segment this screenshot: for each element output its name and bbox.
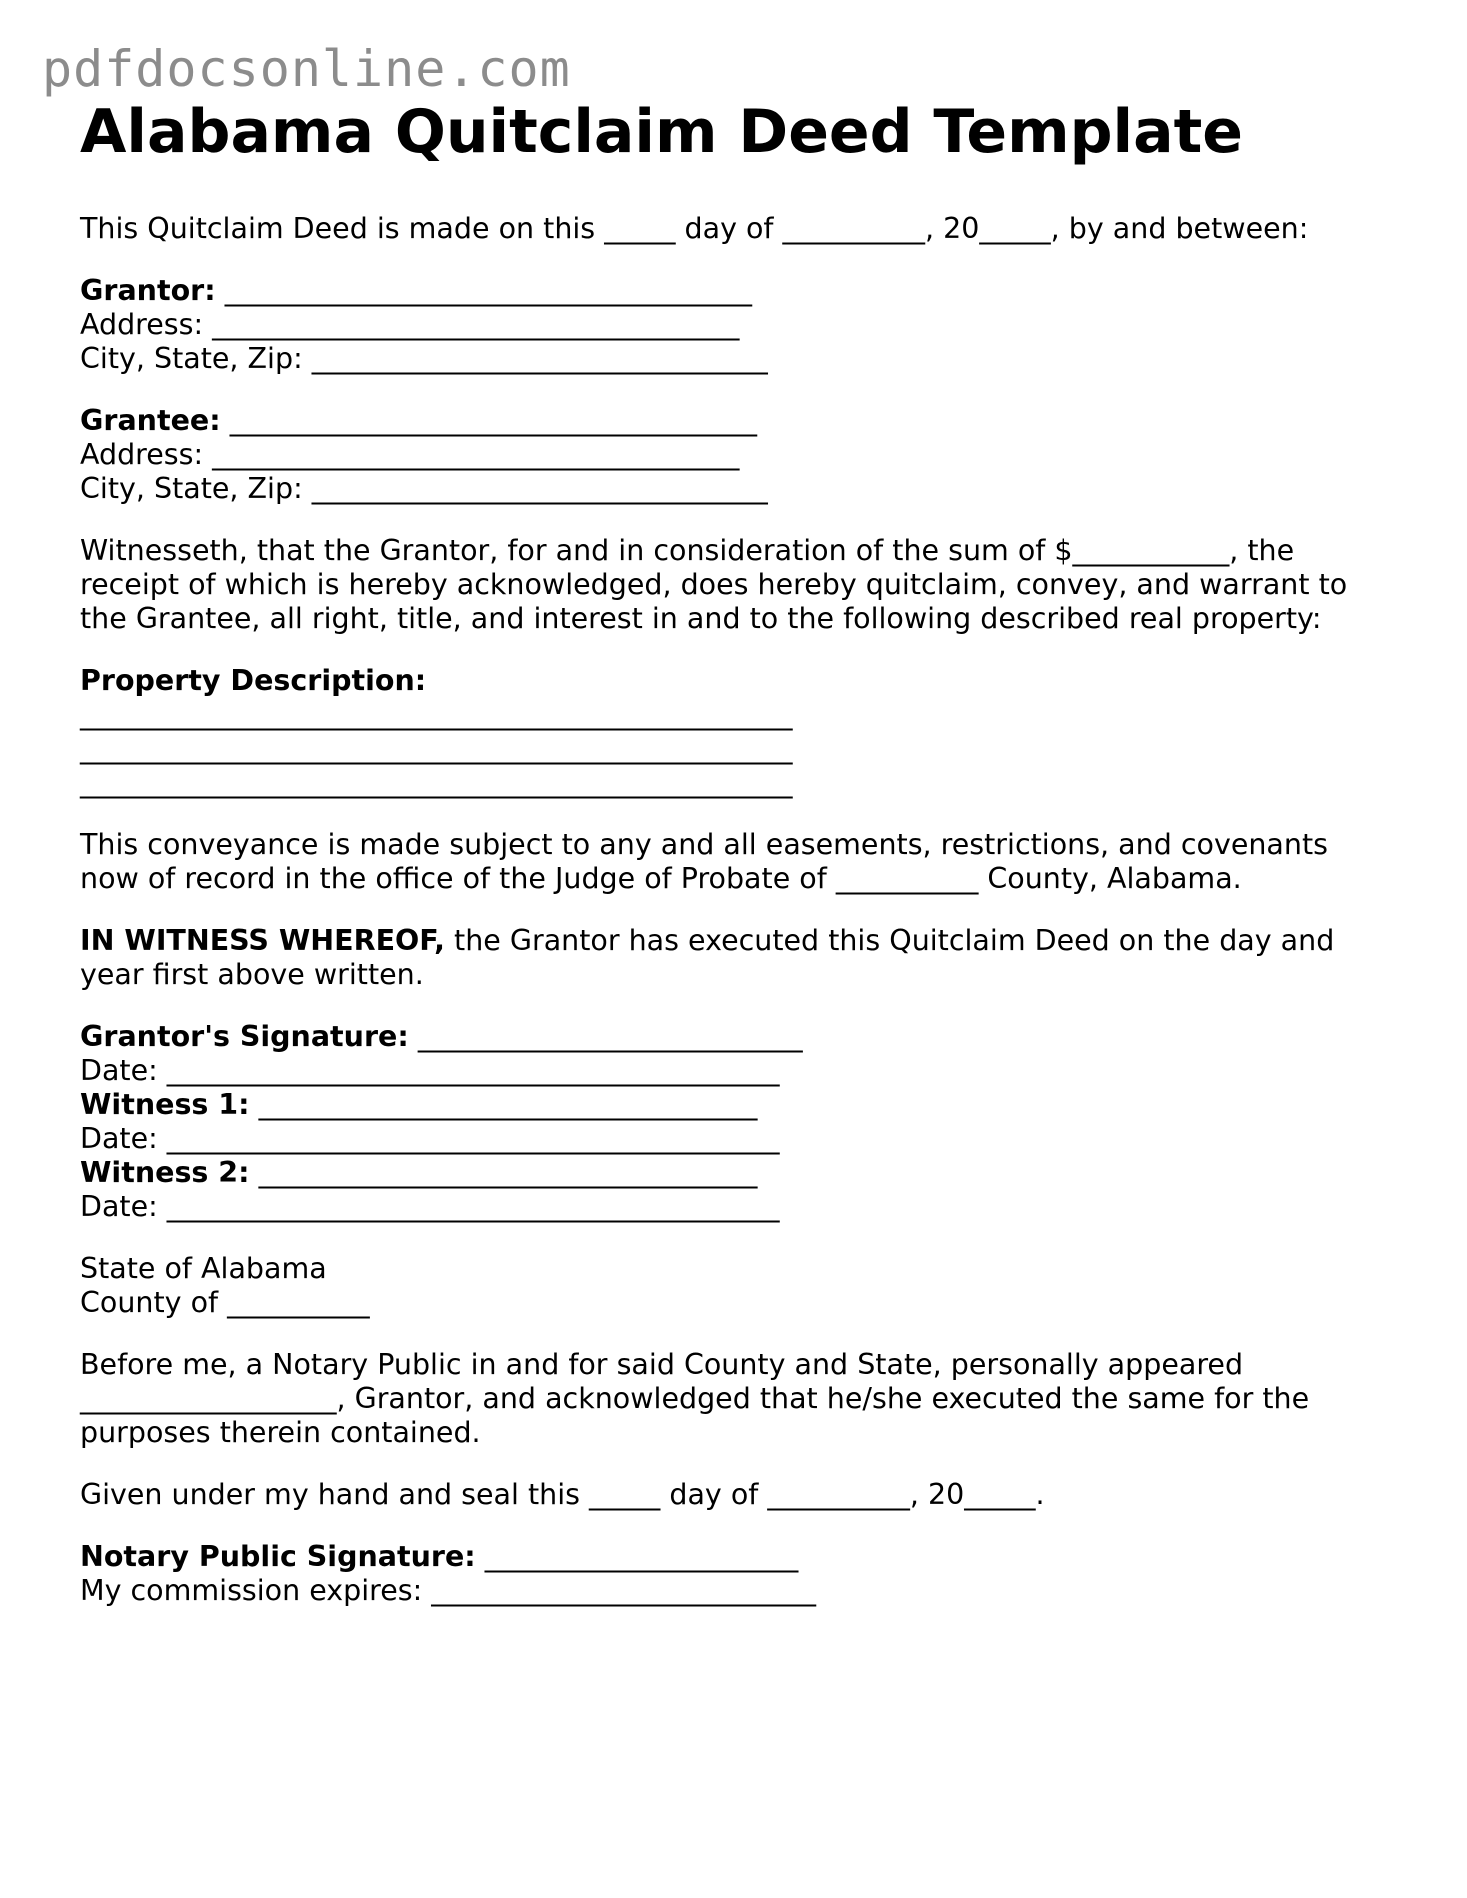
grantor-signature-line [80, 1020, 1370, 1054]
witnesseth-line: the Grantee, all right, title, and interest in and to the following described real property: [80, 602, 1322, 635]
given-line: Given under my hand and seal this _____ day of __________, 20_____. [80, 1478, 1045, 1511]
grantor-address-line: Address: _____________________________________ [80, 308, 740, 341]
notary-line: __________________, Grantor, and acknowledged that he/she executed the same for the [80, 1382, 1310, 1415]
witnesseth-paragraph [80, 534, 1370, 636]
grantor-signature-label: Grantor's Signature: [80, 1020, 409, 1053]
notary-line: Before me, a Notary Public in and for said County and State, personally appeared [80, 1348, 1244, 1381]
property-section [80, 664, 1370, 800]
date-line: Date: ___________________________________________ [80, 1190, 780, 1223]
state-line: State of Alabama [80, 1252, 327, 1285]
grantee-label: Grantee: [80, 404, 221, 437]
state-county-section [80, 1252, 1370, 1320]
witness2-blank: ___________________________________ [249, 1156, 758, 1189]
notary-line: purposes therein contained. [80, 1416, 481, 1449]
grantor-section [80, 274, 1370, 376]
grantee-name-blank: _____________________________________ [220, 404, 757, 437]
in-witness-paragraph [80, 924, 1370, 992]
in-witness-rest: the Grantor has executed this Quitclaim Deed on the day and [445, 924, 1335, 957]
grantor-name-line [80, 274, 1370, 308]
commission-line: My commission expires: ___________________________ [80, 1574, 817, 1607]
signature-section [80, 1020, 1370, 1224]
conveyance-line: This conveyance is made subject to any and all easements, restrictions, and covenants [80, 828, 1328, 861]
conveyance-line: now of record in the office of the Judge of Probate of __________ County, Alabama. [80, 862, 1242, 895]
conveyance-paragraph [80, 828, 1370, 896]
page-title: Alabama Quitclaim Deed Template [80, 97, 1243, 167]
given-paragraph [80, 1478, 1370, 1512]
notary-paragraph [80, 1348, 1370, 1450]
grantee-section [80, 404, 1370, 506]
in-witness-bold: IN WITNESS WHEREOF, [80, 924, 445, 957]
in-witness-line2: year first above written. [80, 958, 424, 991]
grantor-name-blank: _____________________________________ [215, 274, 752, 307]
property-blank-line: __________________________________________________ [80, 698, 793, 731]
date-line: Date: ___________________________________________ [80, 1054, 780, 1087]
grantee-name-line [80, 404, 1370, 438]
grantor-city-line: City, State, Zip: ________________________________ [80, 342, 768, 375]
date-line: Date: ___________________________________________ [80, 1122, 780, 1155]
document-body [80, 212, 1370, 1636]
witnesseth-line: receipt of which is hereby acknowledged, does hereby quitclaim, convey, and warrant to [80, 568, 1348, 601]
witness1-label: Witness 1: [80, 1088, 250, 1121]
grantor-label: Grantor: [80, 274, 216, 307]
intro-paragraph [80, 212, 1370, 246]
property-label: Property Description: [80, 664, 427, 697]
witness2-label: Witness 2: [80, 1156, 250, 1189]
notary-signature-line [80, 1540, 1370, 1574]
witness1-blank: ___________________________________ [249, 1088, 758, 1121]
watermark-text: pdfdocsonline.com [42, 40, 571, 98]
grantee-city-line: City, State, Zip: ________________________________ [80, 472, 768, 505]
notary-signature-label: Notary Public Signature: [80, 1540, 476, 1573]
grantor-signature-blank: ___________________________ [408, 1020, 803, 1053]
grantee-address-line: Address: _____________________________________ [80, 438, 740, 471]
in-witness-line [80, 924, 1370, 958]
witnesseth-line: Witnesseth, that the Grantor, for and in consideration of the sum of $___________, the [80, 534, 1295, 567]
intro-line: This Quitclaim Deed is made on this _____ day of __________, 20_____, by and between: [80, 212, 1309, 245]
notary-signature-blank: ______________________ [475, 1540, 799, 1573]
witness1-line [80, 1088, 1370, 1122]
county-line: County of __________ [80, 1286, 370, 1319]
property-blank-line: __________________________________________________ [80, 766, 793, 799]
property-blank-line: __________________________________________________ [80, 732, 793, 765]
witness2-line [80, 1156, 1370, 1190]
notary-signature-section [80, 1540, 1370, 1608]
